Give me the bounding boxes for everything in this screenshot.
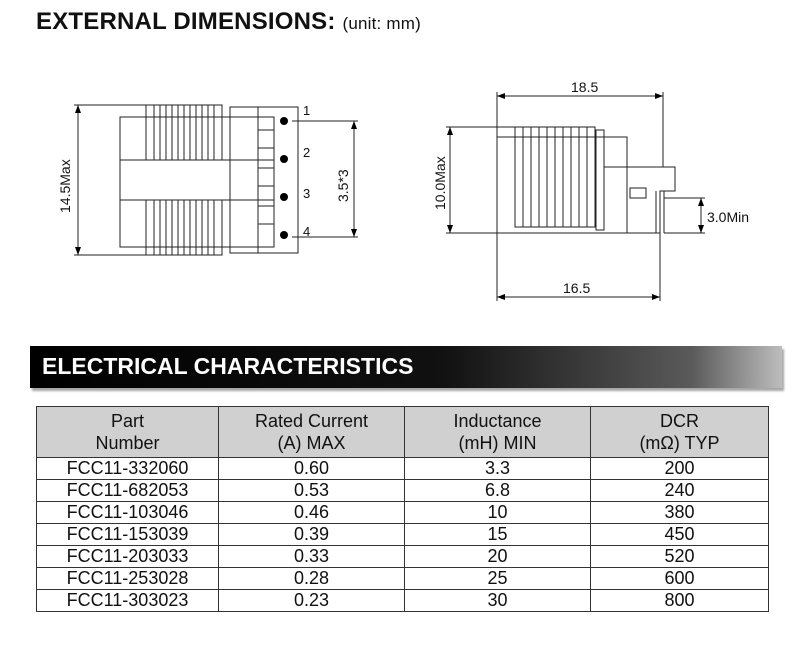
- section-title: ELECTRICAL CHARACTERISTICS: [42, 353, 414, 379]
- cell-inductance: 15: [405, 524, 591, 546]
- table-row: [37, 590, 769, 612]
- pin-number-3: 3: [303, 186, 311, 201]
- cell-rated-current: 0.33: [219, 546, 405, 568]
- header-part-number: [37, 407, 219, 458]
- cell-part-number: FCC11-253028: [37, 568, 219, 590]
- cell-inductance: 6.8: [405, 480, 591, 502]
- pin-number-1: 1: [303, 103, 311, 118]
- header-line: (mΩ) TYP: [639, 433, 720, 453]
- cell-rated-current: 0.53: [219, 480, 405, 502]
- header-dcr: [591, 407, 769, 458]
- cell-rated-current: 0.60: [219, 458, 405, 480]
- core-bar: [120, 160, 274, 200]
- pin-3: [280, 193, 288, 201]
- title-unit: (unit: mm): [342, 14, 421, 33]
- width-top-dim-label: 18.5: [571, 79, 599, 95]
- cell-rated-current: 0.28: [219, 568, 405, 590]
- cell-inductance: 25: [405, 568, 591, 590]
- pin-dim-label: 3.0Min: [707, 209, 750, 225]
- cell-dcr: 380: [591, 502, 769, 524]
- header-inductance: [405, 407, 591, 458]
- terminal-block: [258, 107, 298, 253]
- pin-1: [280, 117, 288, 125]
- height-dim-label: 14.5Max: [57, 159, 73, 213]
- pin-number-4: 4: [303, 224, 311, 239]
- table-header-row: [37, 407, 769, 458]
- table-row: [37, 458, 769, 480]
- cell-part-number: FCC11-153039: [37, 524, 219, 546]
- cell-rated-current: 0.39: [219, 524, 405, 546]
- pitch-dim-label: 3.5*3: [335, 169, 351, 202]
- cell-dcr: 200: [591, 458, 769, 480]
- flange: [146, 105, 154, 160]
- header-line: DCR: [660, 411, 699, 431]
- flange: [214, 105, 222, 160]
- cell-rated-current: 0.23: [219, 590, 405, 612]
- height-side-dim-label: 10.0Max: [432, 156, 448, 210]
- header-rated-current: [219, 407, 405, 458]
- cell-part-number: FCC11-303023: [37, 590, 219, 612]
- table-row: [37, 480, 769, 502]
- header-line: Part: [110, 411, 144, 431]
- cell-rated-current: 0.46: [219, 502, 405, 524]
- header-line: Inductance: [453, 411, 542, 431]
- cell-dcr: 800: [591, 590, 769, 612]
- side-winding: [515, 127, 595, 227]
- header-line: Number: [95, 433, 160, 453]
- cell-inductance: 10: [405, 502, 591, 524]
- side-body: [497, 137, 627, 233]
- bobbin-outline: [120, 117, 274, 247]
- cell-dcr: 450: [591, 524, 769, 546]
- pin-2: [280, 155, 288, 163]
- title-main: EXTERNAL DIMENSIONS:: [36, 8, 336, 35]
- upper-winding: [154, 105, 214, 160]
- table-row: [37, 568, 769, 590]
- cell-part-number: FCC11-203033: [37, 546, 219, 568]
- header-line: (A) MAX: [277, 433, 346, 453]
- width-bottom-dim-label: 16.5: [563, 280, 591, 296]
- pin-4: [280, 231, 288, 239]
- table-row: [37, 546, 769, 568]
- pin-number-2: 2: [303, 145, 311, 160]
- section-banner: [30, 346, 782, 388]
- electrical-characteristics-table: [36, 406, 769, 612]
- left-view: [74, 105, 358, 255]
- cell-part-number: FCC11-103046: [37, 502, 219, 524]
- cell-part-number: FCC11-682053: [37, 480, 219, 502]
- side-flange: [596, 130, 604, 230]
- header-line: Rated Current: [254, 411, 369, 431]
- cell-inductance: 20: [405, 546, 591, 568]
- cell-dcr: 600: [591, 568, 769, 590]
- header-line: (mH) MIN: [458, 433, 537, 453]
- cell-inductance: 3.3: [405, 458, 591, 480]
- cell-dcr: 520: [591, 546, 769, 568]
- cell-dcr: 240: [591, 480, 769, 502]
- table-row: [37, 502, 769, 524]
- table-row: [37, 524, 769, 546]
- cell-inductance: 30: [405, 590, 591, 612]
- cell-part-number: FCC11-332060: [37, 458, 219, 480]
- right-view: [446, 92, 705, 301]
- terminal-block-inner: [230, 107, 258, 253]
